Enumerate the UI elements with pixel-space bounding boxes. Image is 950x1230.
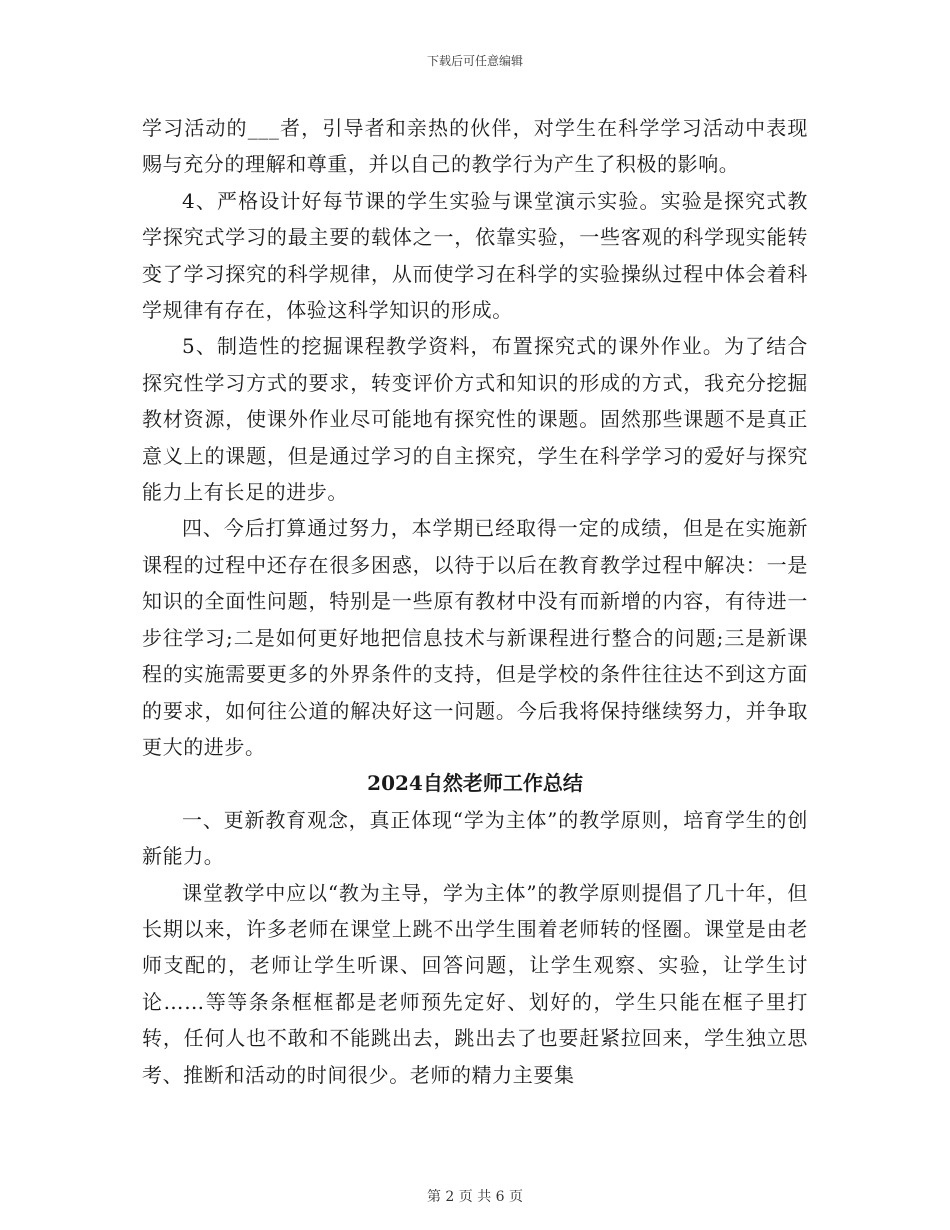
section-title: 2024自然老师工作总结 <box>367 771 583 796</box>
paragraph-item-5: 5、制造性的挖掘课程教学资料，布置探究式的课外作业。为了结合探究性学习方式的要求，转变评价方式和知识的形成的方式，我充分挖掘教材资源，使课外作业尽可能地有探究性的课题。固然那些课题不是真正意义上的课题，但是通过学习的自主探究，学生在科学学习的爱好与探究能力上有长足的进步。 <box>142 334 808 505</box>
paragraph-classroom-teaching: 课堂教学中应以“教为主导，学为主体”的教学原则提倡了几十年，但长期以来，许多老师在课堂上跳不出学生围着老师转的怪圈。课堂是由老师支配的，老师让学生听课、回答问题，让学生观察、实验，让学生讨论……等等条条框框都是老师预先定好、划好的，学生只能在框子里打转，任何人也不敢和不能跳出去，跳出去了也要赶紧拉回来，学生独立思考、推断和活动的时间很少。老师的精力主要集 <box>142 880 808 1087</box>
paragraph-section-point-1: 一、更新教育观念，真正体现“学为主体”的教学原则，培育学生的创新能力。 <box>142 807 808 869</box>
page-header: 下载后可任意编辑 <box>426 54 523 68</box>
paragraph-future-plan: 四、今后打算通过努力，本学期已经取得一定的成绩，但是在实施新课程的过程中还存在很多困惑，以待于以后在教育教学过程中解决：一是知识的全面性问题，特别是一些原有教材中没有而新增的内容，有待进一步往学习;二是如何更好地把信息技术与新课程进行整合的问题;三是新课程的实施需要更多的外界条件的支持，但是学校的条件往往达不到这方面的要求，如何往公道的解决好这一问题。今后我将保持继续努力，并争取更大的进步。 <box>142 516 808 759</box>
page-footer: 第 2 页 共 6 页 <box>426 1189 524 1205</box>
document-body <box>142 110 808 1093</box>
paragraph-continued: 学习活动的___者，引导者和亲热的伙伴，对学生在科学学习活动中表现赐与充分的理解和尊重，并以自己的教学行为产生了积极的影响。 <box>142 116 808 177</box>
paragraph-item-4: 4、严格设计好每节课的学生实验与课堂演示实验。实验是探究式教学探究式学习的最主要的载体之一，依靠实验，一些客观的科学现实能转变了学习探究的科学规律，从而使学习在科学的实验操纵过程中体会着科学规律有存在，体验这科学知识的形成。 <box>142 188 808 323</box>
